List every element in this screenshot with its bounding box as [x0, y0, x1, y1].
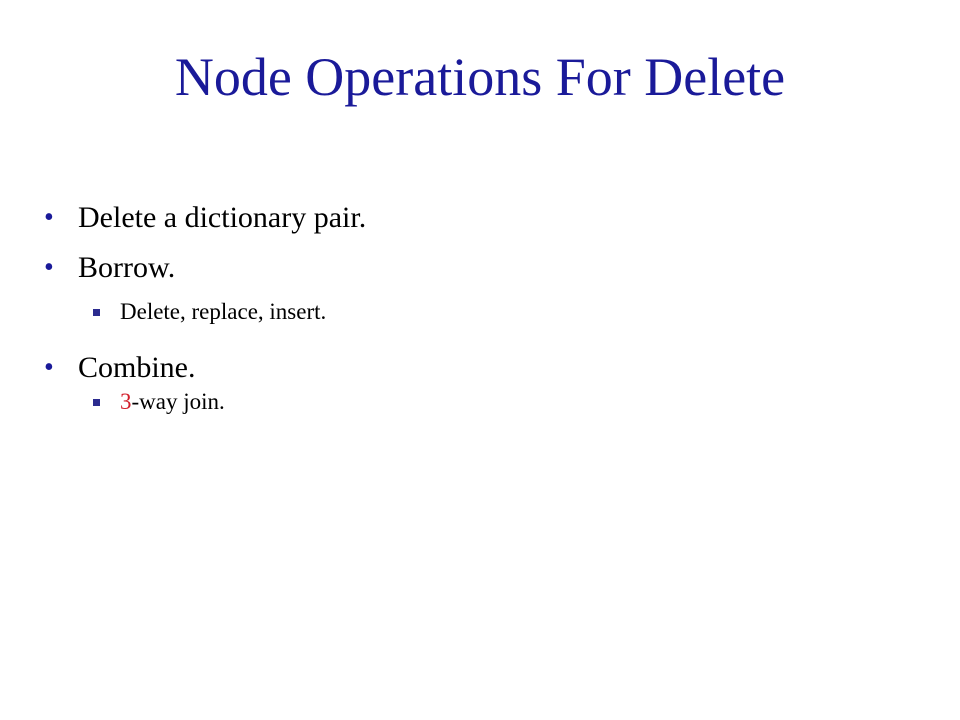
bullet-dot-icon: •: [44, 252, 54, 283]
sub-bullet-text: -way join.: [131, 389, 225, 414]
sub-bullet-item-delete-replace-insert: Delete, replace, insert.: [120, 299, 327, 324]
bullet-item-borrow: Borrow.: [78, 251, 176, 284]
slide-title: Node Operations For Delete: [174, 47, 786, 107]
square-bullet-icon: [93, 399, 100, 406]
sub-bullet-item-3-way-join: [120, 388, 225, 416]
bullet-item-delete-pair: Delete a dictionary pair.: [78, 201, 367, 234]
square-bullet-icon: [93, 309, 100, 316]
bullet-item-combine: Combine.: [78, 351, 196, 384]
bullet-dot-icon: •: [44, 202, 54, 233]
bullet-dot-icon: •: [44, 352, 54, 383]
accent-number: 3: [120, 389, 132, 414]
